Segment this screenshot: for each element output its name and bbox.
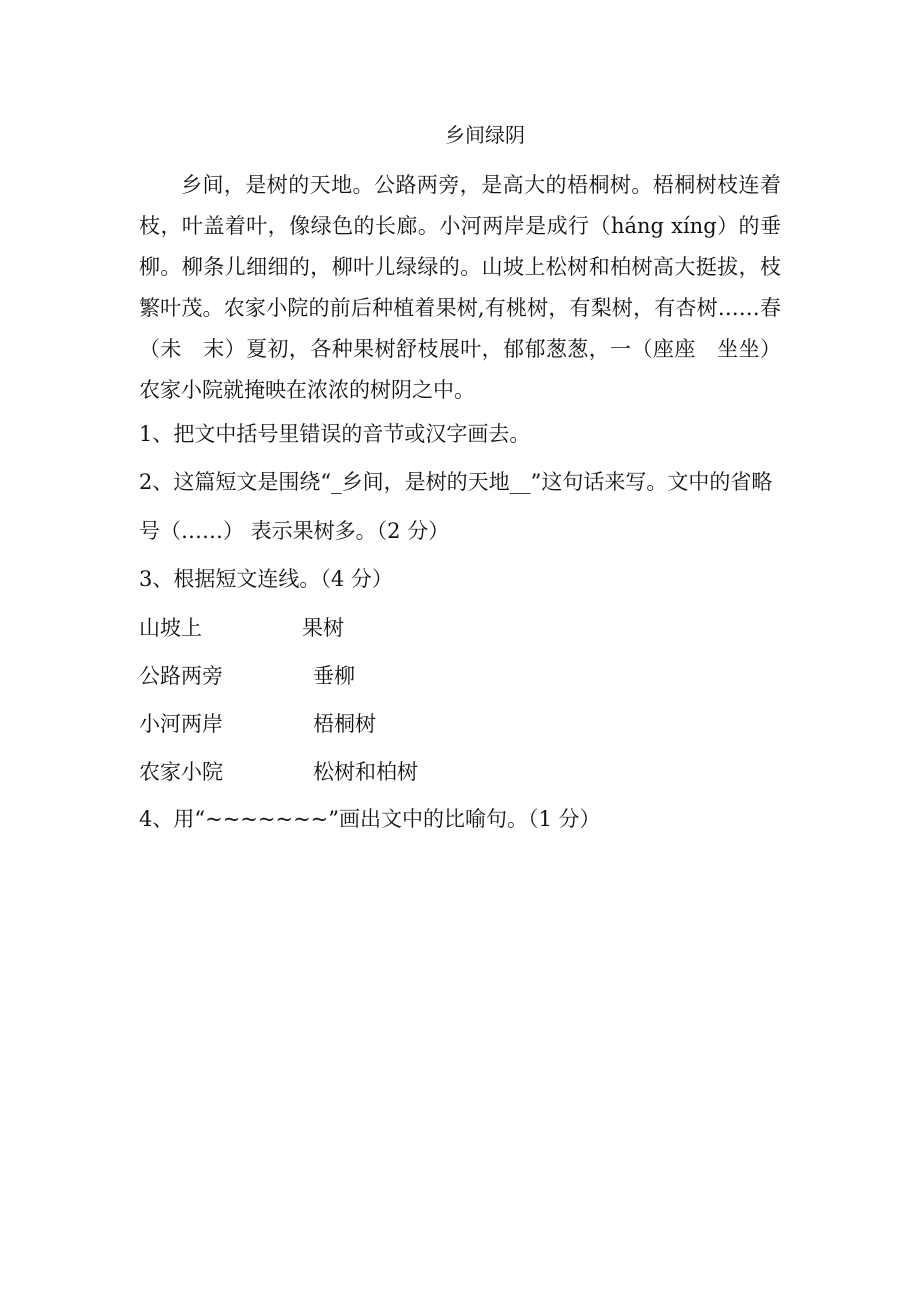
- matching-right-item: 果树: [302, 616, 344, 640]
- question-4: 4、用“~~~~~~~”画出文中的比喻句。（1 分）: [139, 807, 601, 831]
- matching-row: [139, 652, 781, 700]
- passage-paragraph: 乡间，是树的天地。公路两旁，是高大的梧桐树。梧桐树枝连着枝，叶盖着叶，像绿色的长廊。小河两岸是成行（háng xíng）的垂柳。柳条儿细细的，柳叶儿绿绿的。山坡上松树和柏树高大挺拔，枝繁叶茂。农家小院的前后种植着果树,有桃树，有梨树，有杏树……春（未 末）夏初，各种果树舒枝展叶，郁郁葱葱，一（座座 坐坐）农家小院就掩映在浓浓的树阴之中。: [139, 173, 781, 402]
- document-body: [139, 165, 781, 843]
- matching-right-item: 松树和柏树: [313, 760, 418, 784]
- matching-row: [139, 700, 781, 748]
- question-2: 2、这篇短文是围绕“_乡间，是树的天地__”这句话来写。文中的省略号（……） 表示果树多。（2 分）: [139, 470, 773, 543]
- passage-title: 乡间绿阴: [445, 123, 525, 147]
- matching-row: [139, 604, 781, 652]
- matching-exercise: [139, 604, 781, 796]
- matching-row: [139, 748, 781, 796]
- matching-left-item: 小河两岸: [139, 712, 223, 736]
- question-1: 1、把文中括号里错误的音节或汉字画去。: [139, 422, 531, 446]
- matching-right-item: 梧桐树: [313, 712, 376, 736]
- question-3: 3、根据短文连线。（4 分）: [139, 567, 393, 591]
- matching-left-item: 山坡上: [139, 616, 202, 640]
- matching-left-item: 公路两旁: [139, 664, 223, 688]
- matching-right-item: 垂柳: [313, 664, 355, 688]
- matching-left-item: 农家小院: [139, 760, 223, 784]
